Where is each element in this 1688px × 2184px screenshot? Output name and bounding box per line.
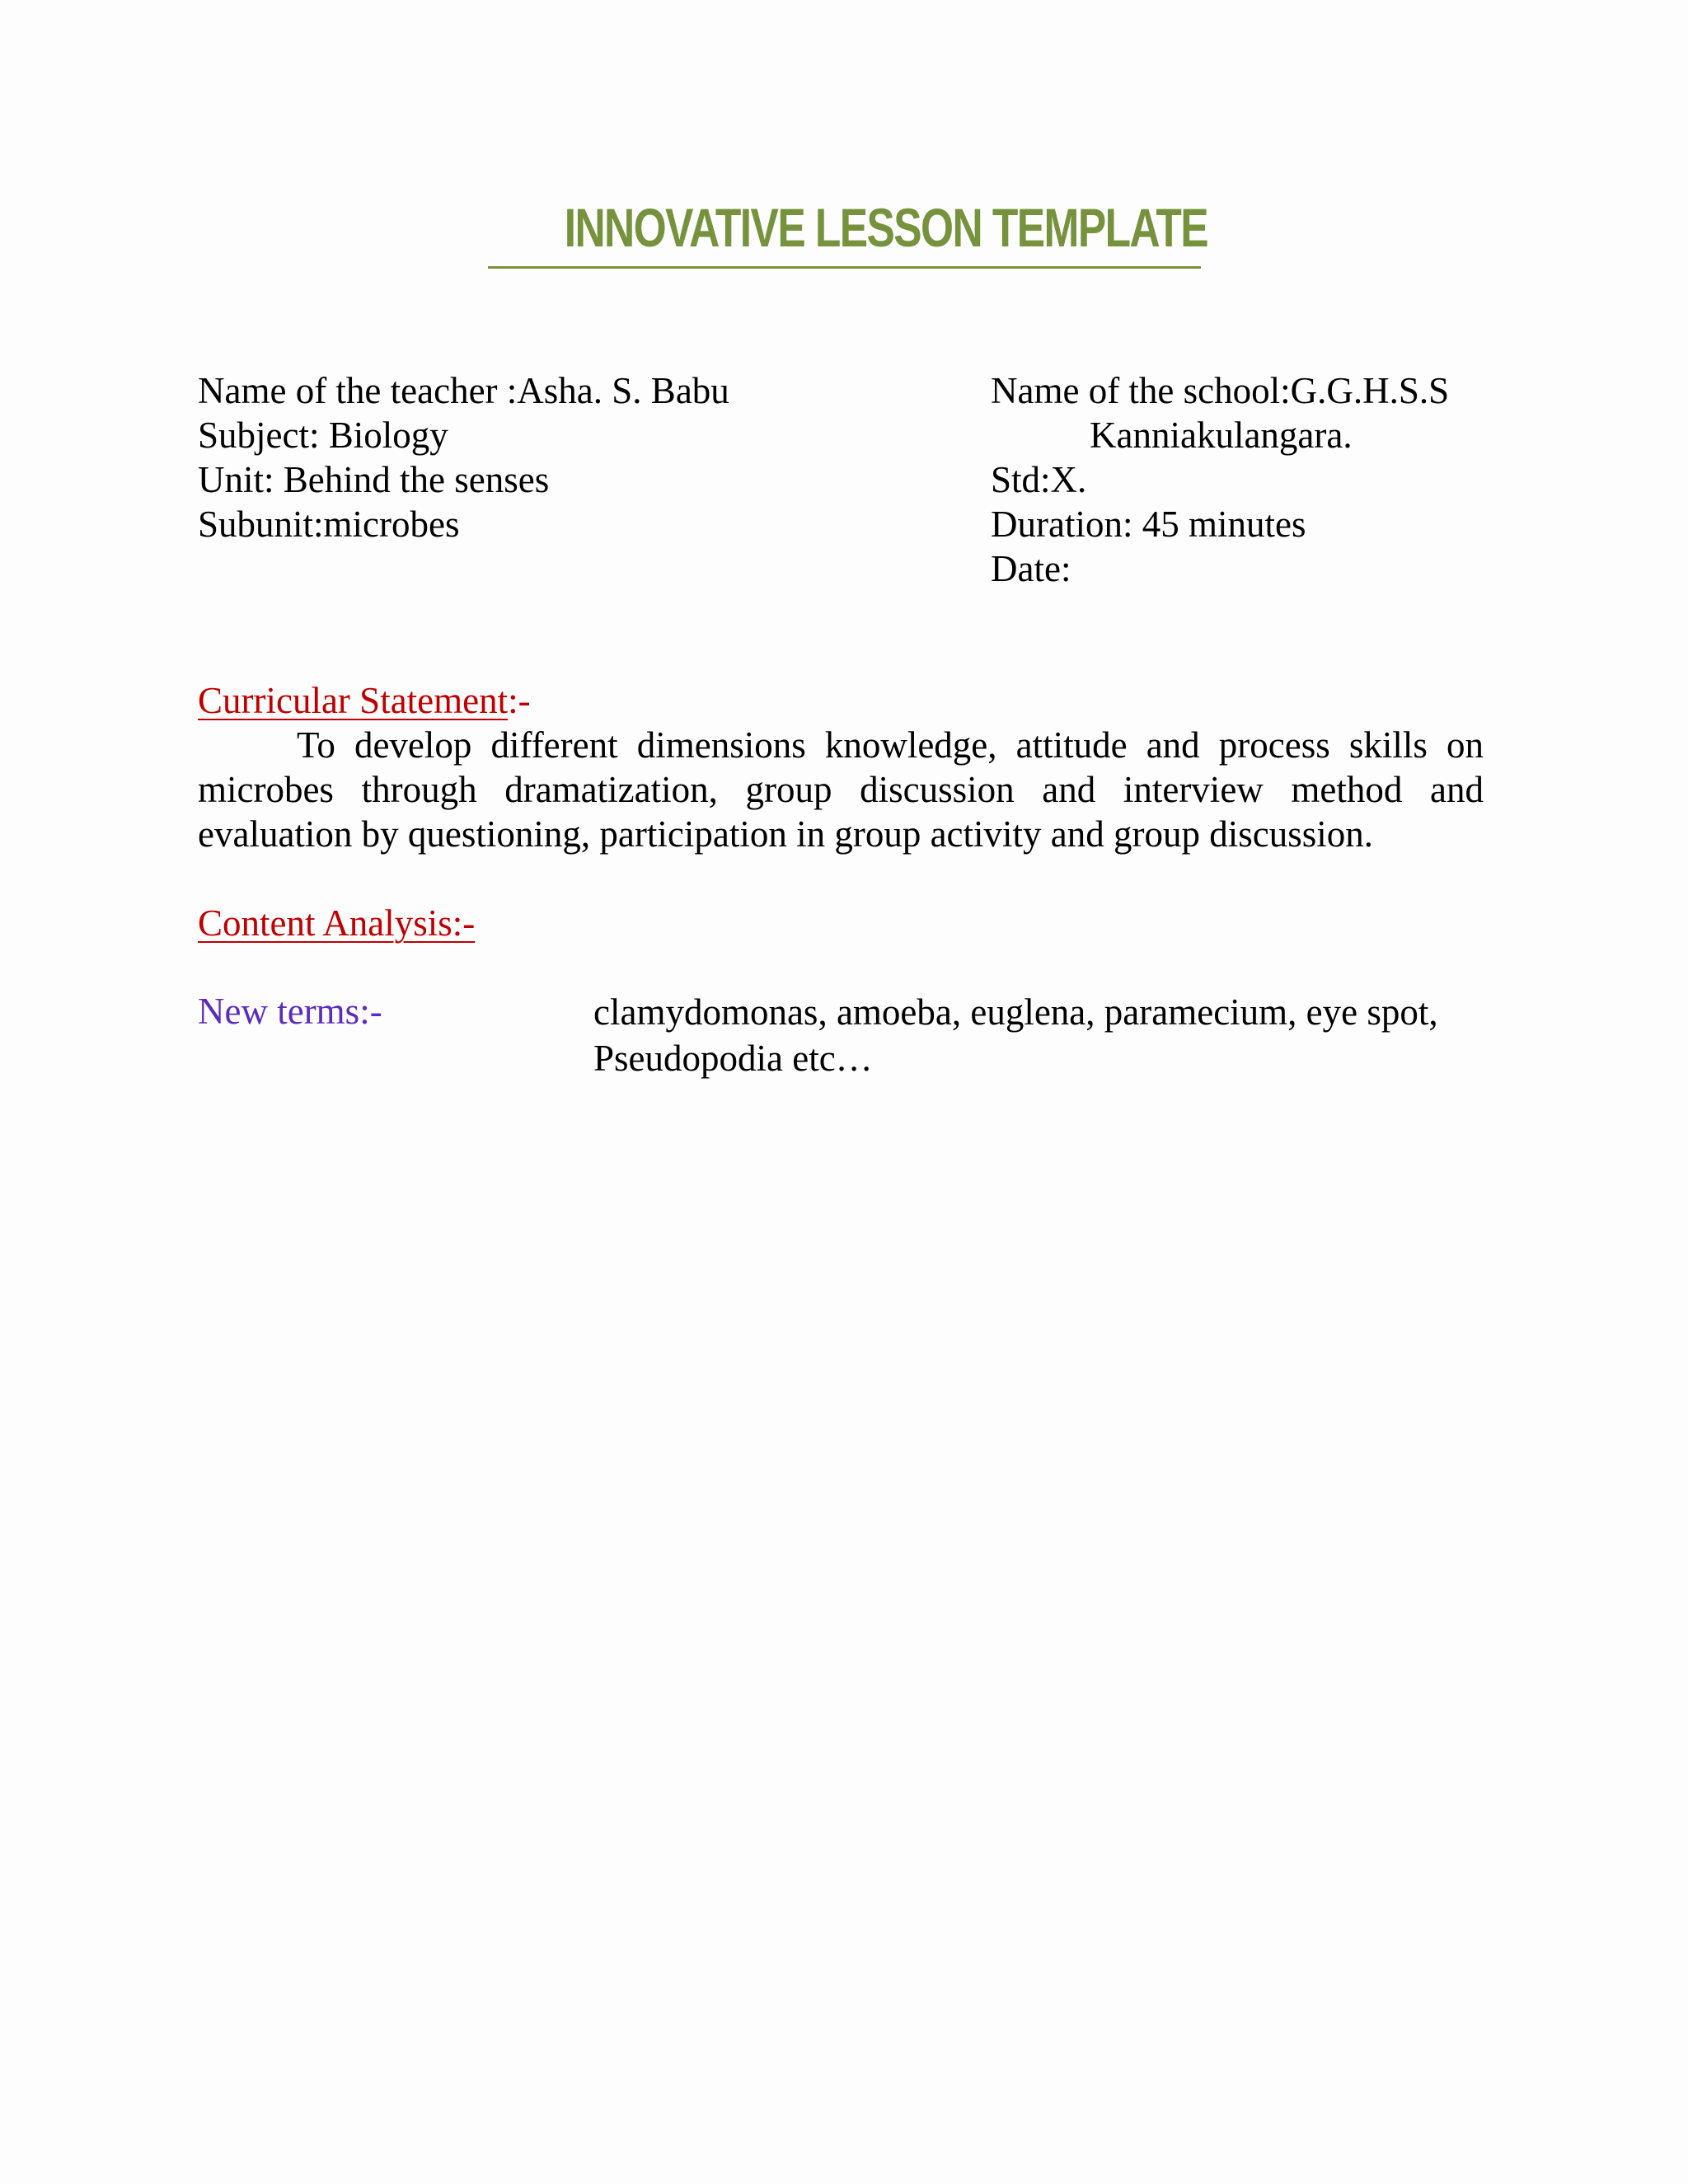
title-underline (488, 266, 1201, 269)
duration-line: Duration: 45 minutes (991, 504, 1306, 545)
unit-line: Unit: Behind the senses (198, 459, 550, 500)
date-line: Date: (991, 548, 1071, 589)
curricular-statement-text: To develop different dimensions knowledge, attitude and process skills on microbes through dramatization, group discussion and interview method and evaluation by questioning, participation in group activity and group discussion. (198, 724, 1484, 855)
subject-line: Subject: Biology (198, 415, 448, 456)
content-analysis-heading (198, 901, 475, 945)
school-name-line: Name of the school:G.G.H.S.S (991, 370, 1450, 411)
school-info-block (991, 368, 1449, 591)
curricular-statement-heading (198, 678, 531, 723)
teacher-info-block (198, 368, 729, 546)
new-terms-label: New terms:- (198, 991, 382, 1032)
curricular-statement-heading-suffix: :- (508, 680, 531, 721)
school-place-line: Kanniakulangara. (1090, 415, 1353, 456)
subunit-line: Subunit:microbes (198, 504, 460, 545)
content-analysis-heading-text: Content Analysis:- (198, 902, 476, 944)
document-title: INNOVATIVE LESSON TEMPLATE (564, 197, 1208, 258)
std-line: Std:X. (991, 459, 1087, 500)
new-terms-value: clamydomonas, amoeba, euglena, paramecium, eye spot, Pseudopodia etc… (593, 991, 1438, 1079)
teacher-name-line: Name of the teacher :Asha. S. Babu (198, 370, 729, 411)
curricular-statement-heading-text: Curricular Statement (198, 680, 509, 721)
